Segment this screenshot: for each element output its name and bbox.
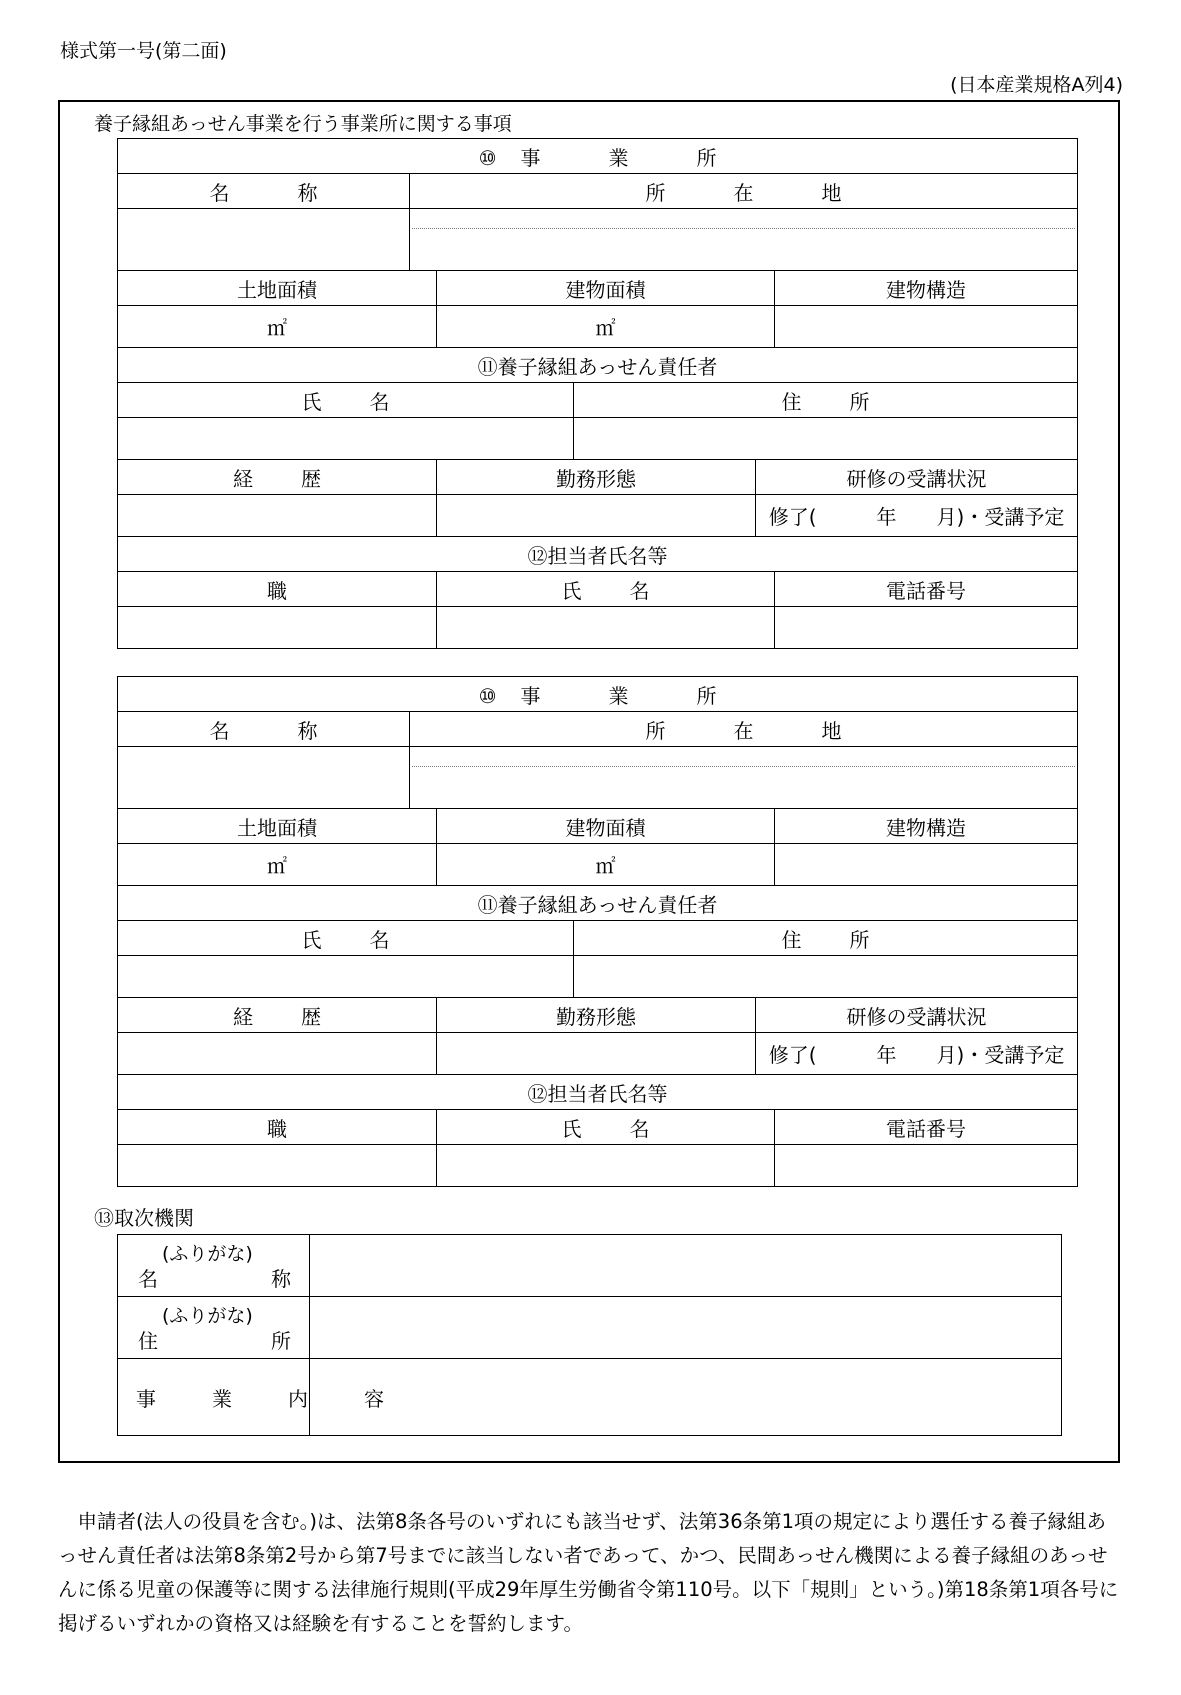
training-field[interactable]: 修了( 年 月)・受講予定 (756, 495, 1078, 537)
agency-name-label-right: 称 (271, 1266, 291, 1291)
land-area-field[interactable]: ㎡ (118, 844, 437, 886)
agency-address-label-right: 所 (271, 1328, 291, 1353)
agency-address-label-left: 住 (138, 1328, 158, 1353)
work-style-label: 勤務形態 (437, 998, 756, 1033)
manager-address-label: 住 所 (574, 383, 1078, 418)
dotted-guide (412, 228, 1075, 229)
manager-header: ⑪養子縁組あっせん責任者 (118, 886, 1078, 921)
career-label: 経 歴 (118, 460, 437, 495)
agency-address-label-cell (118, 1297, 310, 1359)
agency-heading: ⑬取次機関 (94, 1206, 194, 1230)
office-location-field[interactable] (410, 747, 1078, 809)
office-location-label: 所 在 地 (410, 174, 1078, 209)
dotted-guide (412, 766, 1075, 767)
building-area-label: 建物面積 (437, 271, 775, 306)
furigana-label: (ふりがな) (162, 1242, 253, 1265)
agency-name-label-left: 名 (138, 1266, 158, 1291)
form-number: 様式第一号(第二面) (60, 40, 227, 62)
office-header: ⑩事 業 所 (118, 677, 1078, 712)
training-label: 研修の受講状況 (756, 998, 1078, 1033)
staff-job-field[interactable] (118, 1145, 437, 1187)
staff-name-field[interactable] (437, 1145, 775, 1187)
manager-name-label: 氏 名 (118, 921, 574, 956)
career-field[interactable] (118, 495, 437, 537)
agency-business-field[interactable] (310, 1359, 1062, 1436)
agency-business-label: 事 業 内 容 (136, 1386, 402, 1411)
staff-name-label: 氏 名 (437, 572, 775, 607)
furigana-label: (ふりがな) (162, 1304, 253, 1327)
staff-header: ⑫担当者氏名等 (118, 537, 1078, 572)
manager-address-field[interactable] (574, 956, 1078, 998)
staff-phone-field[interactable] (775, 1145, 1078, 1187)
agency-address-field[interactable] (310, 1297, 1062, 1359)
training-field[interactable]: 修了( 年 月)・受講予定 (756, 1033, 1078, 1075)
staff-job-field[interactable] (118, 607, 437, 649)
building-area-field[interactable]: ㎡ (437, 844, 775, 886)
building-area-label: 建物面積 (437, 809, 775, 844)
land-area-field[interactable]: ㎡ (118, 306, 437, 348)
manager-name-field[interactable] (118, 956, 574, 998)
office-block-1 (117, 138, 1078, 649)
staff-phone-label: 電話番号 (775, 1110, 1078, 1145)
agency-name-label-cell (118, 1235, 310, 1297)
manager-name-label: 氏 名 (118, 383, 574, 418)
building-structure-label: 建物構造 (775, 809, 1078, 844)
manager-address-label: 住 所 (574, 921, 1078, 956)
building-structure-label: 建物構造 (775, 271, 1078, 306)
building-structure-field[interactable] (775, 306, 1078, 348)
staff-phone-field[interactable] (775, 607, 1078, 649)
building-structure-field[interactable] (775, 844, 1078, 886)
office-header: ⑩事 業 所 (118, 139, 1078, 174)
section-title: 養子縁組あっせん事業を行う事業所に関する事項 (94, 113, 512, 135)
office-name-label: 名 称 (118, 174, 410, 209)
land-area-label: 土地面積 (118, 809, 437, 844)
office-location-label: 所 在 地 (410, 712, 1078, 747)
staff-job-label: 職 (118, 1110, 437, 1145)
staff-job-label: 職 (118, 572, 437, 607)
work-style-field[interactable] (437, 1033, 756, 1075)
building-area-field[interactable]: ㎡ (437, 306, 775, 348)
agency-business-label-cell (118, 1359, 402, 1436)
office-name-field[interactable] (118, 209, 410, 271)
office-block-2 (117, 676, 1078, 1187)
staff-header: ⑫担当者氏名等 (118, 1075, 1078, 1110)
staff-phone-label: 電話番号 (775, 572, 1078, 607)
manager-name-field[interactable] (118, 418, 574, 460)
career-field[interactable] (118, 1033, 437, 1075)
training-label: 研修の受講状況 (756, 460, 1078, 495)
staff-name-label: 氏 名 (437, 1110, 775, 1145)
paper-size-note: (日本産業規格A列4) (950, 74, 1123, 96)
staff-name-field[interactable] (437, 607, 775, 649)
office-name-label: 名 称 (118, 712, 410, 747)
career-label: 経 歴 (118, 998, 437, 1033)
declaration-text: 申請者(法人の役員を含む。)は、法第8条各号のいずれにも該当せず、法第36条第1項の規定により選任する養子縁組あっせん責任者は法第8条第2号から第7号までに該当しない者であって、かつ、民間あっせん機関による養子縁組のあっせんに係る児童の保護等に関する法律施行規則(平成29年厚生労働省令第110号。以下「規則」という。)第18条第1項各号に掲げるいずれかの資格又は経験を有することを誓約します。 (58, 1510, 1119, 1635)
agency-name-field[interactable] (310, 1235, 1062, 1297)
manager-header: ⑪養子縁組あっせん責任者 (118, 348, 1078, 383)
land-area-label: 土地面積 (118, 271, 437, 306)
work-style-label: 勤務形態 (437, 460, 756, 495)
agency-table (117, 1234, 1062, 1436)
work-style-field[interactable] (437, 495, 756, 537)
office-name-field[interactable] (118, 747, 410, 809)
office-location-field[interactable] (410, 209, 1078, 271)
manager-address-field[interactable] (574, 418, 1078, 460)
